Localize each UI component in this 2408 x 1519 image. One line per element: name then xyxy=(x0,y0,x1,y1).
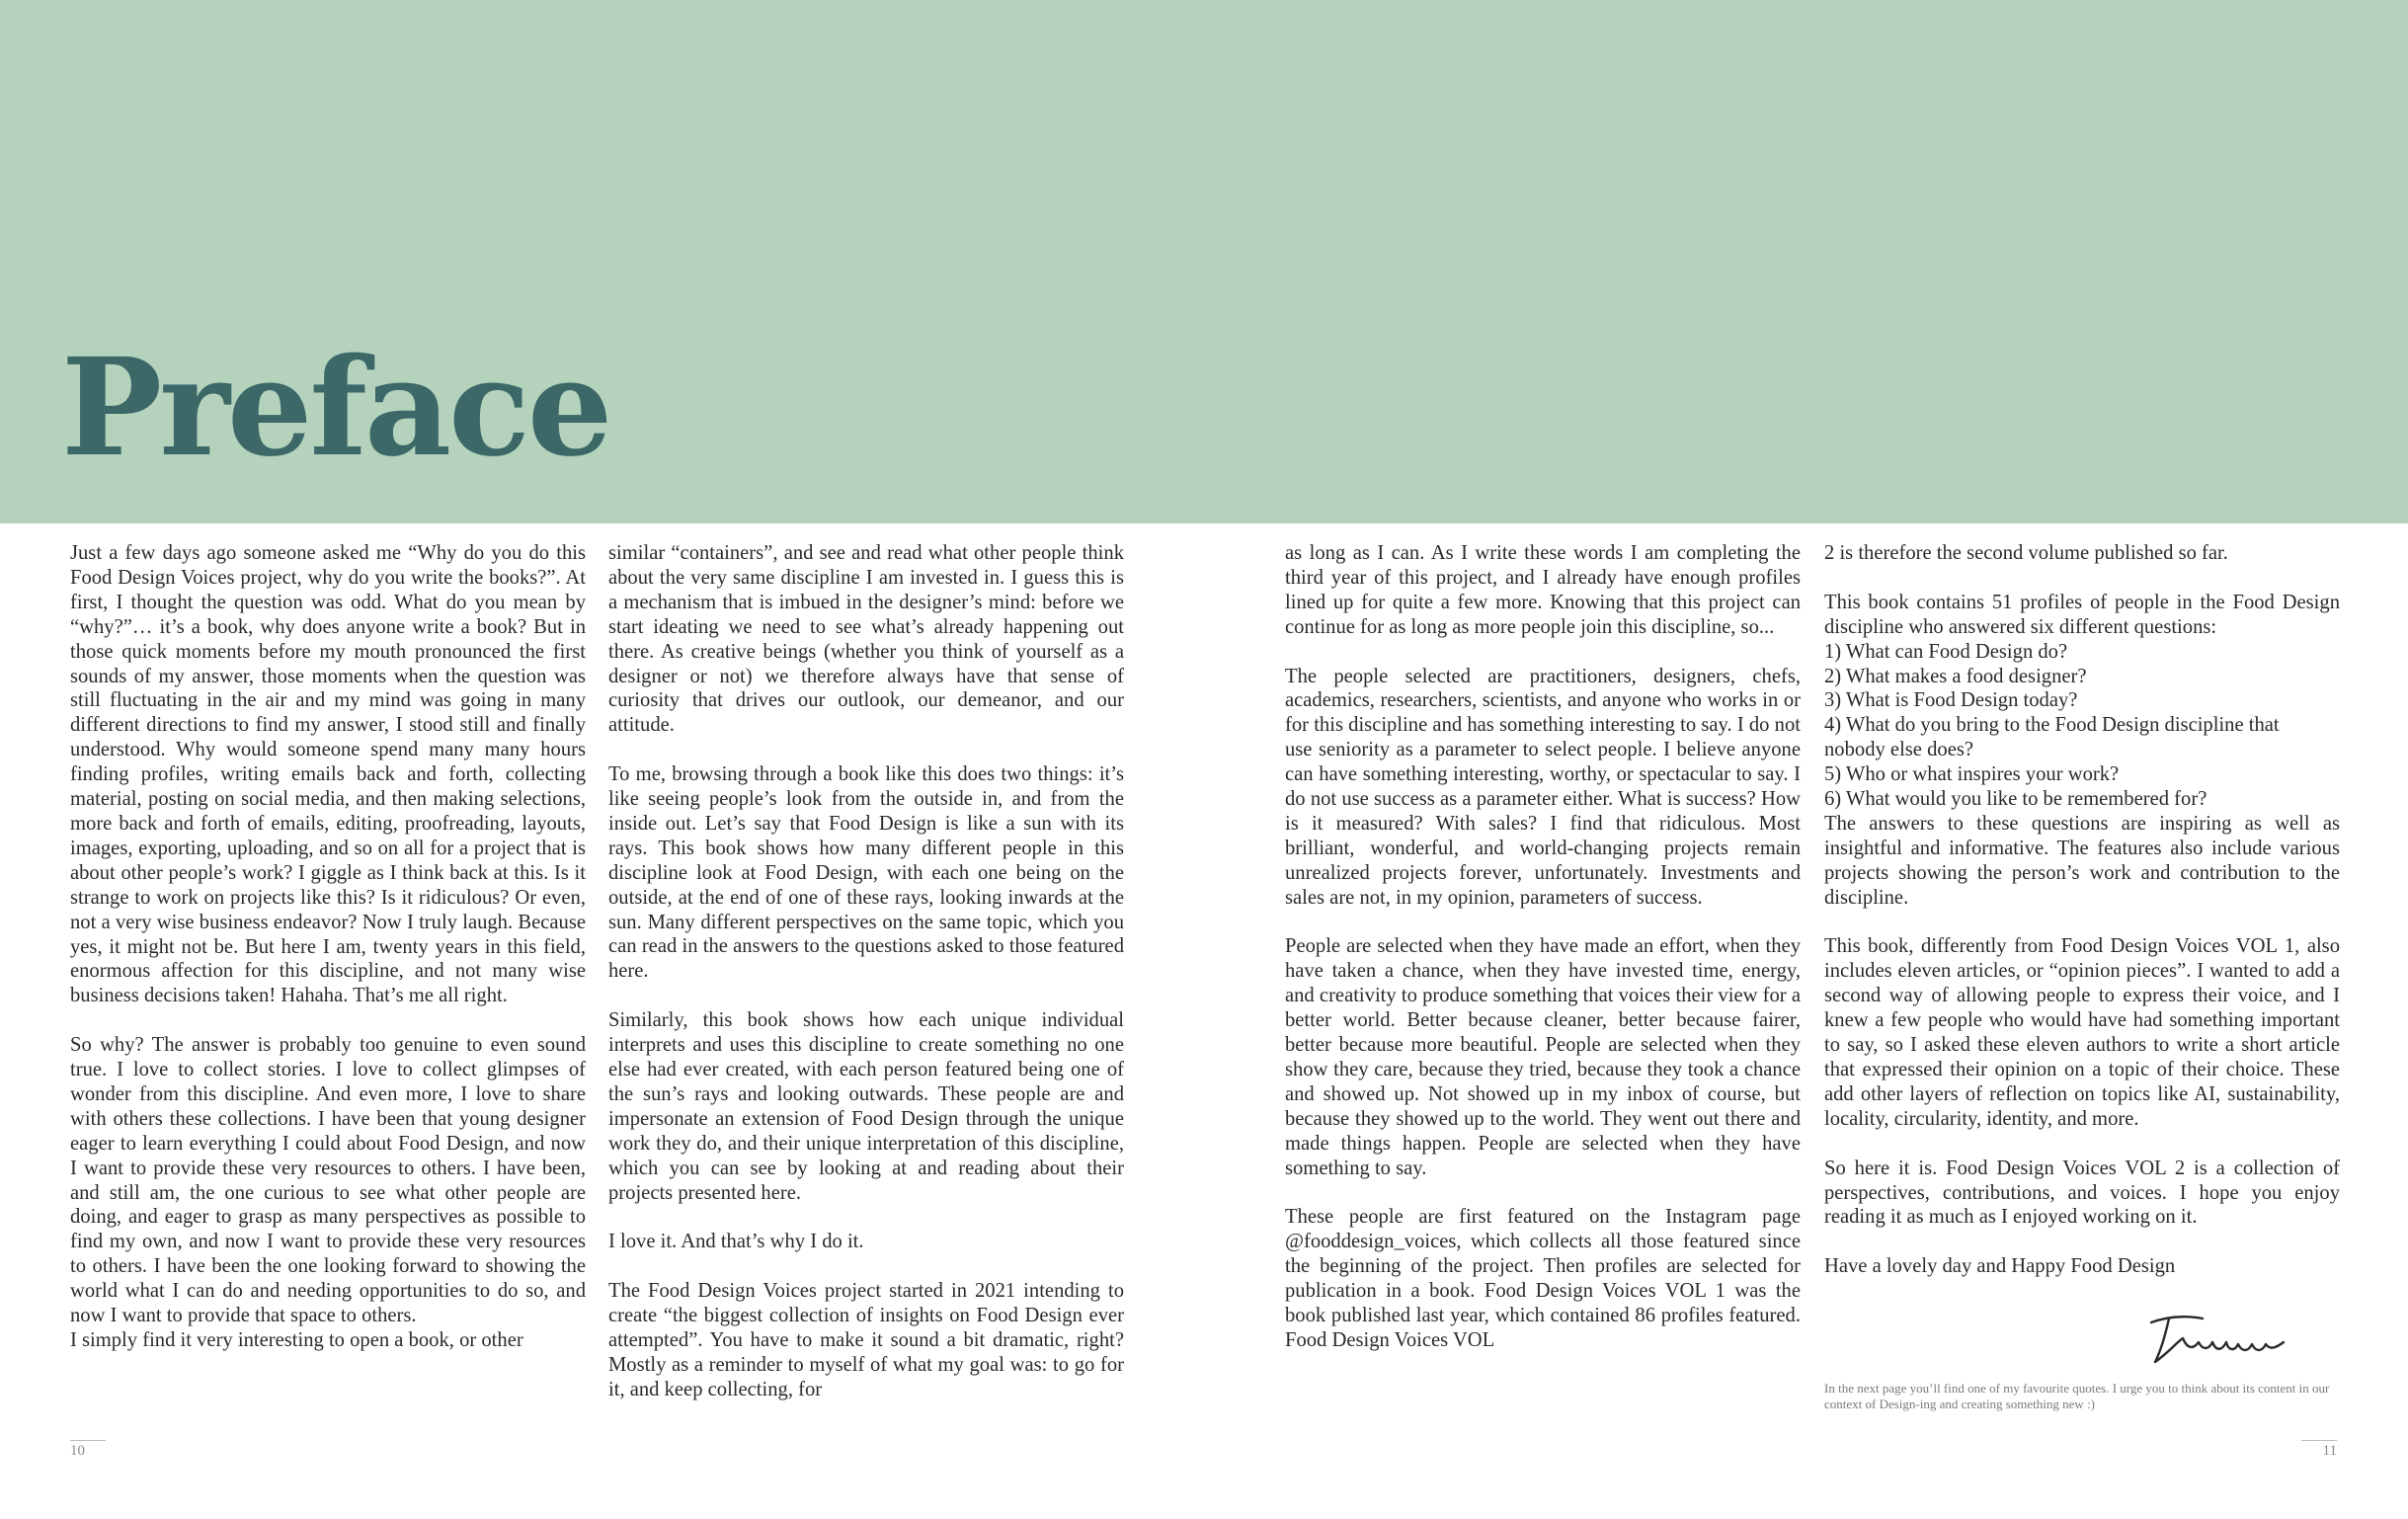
question-item: 4) What do you bring to the Food Design discipline that nobody else does? xyxy=(1824,714,2280,761)
page-number-text: 11 xyxy=(2322,1443,2337,1459)
paragraph: These people are first featured on the Instagram page @fooddesign_voices, which collects all those featured since the beginning of the project. Then profiles are selected for publication in a book. Food Design Voices VOL 1 was the book published last year, which contained 86 profiles featured. Food Design Voices VOL xyxy=(1285,1206,1801,1351)
paragraph: Just a few days ago someone asked me “Why do you do this Food Design Voices project, why do you write the books?”. At first, I thought the question was odd. What do you mean by “why?”… it’s a book, why does anyone write a book? But in those quick moments before my mouth pronounced the first sounds of my answer, those moments when the question was still fluctuating in the air and my mind was going in many different directions to find my answer, I stood still and finally understood. Why would someone spend many many hours finding profiles, writing emails back and forth, collecting material, posting on social media, and then making selections, more back and forth of emails, editing, proofreading, layouts, images, exporting, uploading, and so on all for a project that is about other people’s work? I giggle as I think back at this. Is it strange to work on projects like this? Is it ridiculous? Or even, not a very wise business endeavor? Now I truly laugh. Because yes, it might not be. But here I am, twenty years in this field, enormous affection for this discipline, and not many wise business decisions taken! Hahaha. That’s me all right. xyxy=(70,542,586,1007)
paragraph: The people selected are practitioners, designers, chefs, academics, researchers, scientists, and anyone who works in or for this discipline and has something interesting to say. I do not use seniority as a parameter to select people. I believe anyone can have something interesting, worthy, or spectacular to say. I do not use success as a parameter either. What is success? How is it measured? With sales? I find that ridiculous. Most brilliant, wonderful, and world-changing projects remain unrealized projects forever, unfortunately. Investments and sales are not, in my opinion, parameters of success. xyxy=(1285,665,1801,909)
paragraph: The answers to these questions are inspiring as well as insightful and informative. The features also include various projects showing the person’s work and contribution to the discipline. xyxy=(1824,812,2340,909)
text-column-4 xyxy=(1824,541,2340,1279)
text-column-1 xyxy=(70,541,586,1353)
text-column-2 xyxy=(608,541,1124,1402)
question-item: 2) What makes a food designer? xyxy=(1824,665,2087,687)
paragraph: The Food Design Voices project started in 2021 intending to create “the biggest collection of insights on Food Design ever attempted”. You have to make it sound a bit dramatic, right? Mostly as a reminder to myself of what my goal was: to go for it, and keep collecting, for xyxy=(608,1280,1124,1400)
text-column-3 xyxy=(1285,541,1801,1353)
paragraph: This book contains 51 profiles of people in the Food Design discipline who answered six different questions: xyxy=(1824,591,2340,638)
paragraph: I simply find it very interesting to open a book, or other xyxy=(70,1328,523,1351)
paragraph: This book, differently from Food Design Voices VOL 1, also includes eleven articles, or “opinion pieces”. I wanted to add a second way of allowing people to express their voice, and I knew a few people who would have had something important to say, so I asked these eleven authors to write a short article that expressed their opinion on a topic of their choice. These add other layers of reflection on topics like AI, sustainability, locality, circularity, identity, and more. xyxy=(1824,935,2340,1130)
paragraph: Similarly, this book shows how each unique individual interprets and uses this discipline to create something no one else had ever created, with each person featured being one of the sun’s rays and looking outwards. These people are and impersonate an extension of Food Design through the unique work they do, and their unique interpretation of this discipline, which you can see by looking at and reading about their projects presented here. xyxy=(608,1009,1124,1204)
page-title: Preface xyxy=(61,329,610,487)
handwritten-signature xyxy=(2143,1309,2291,1368)
paragraph: So why? The answer is probably too genuine to even sound true. I love to collect stories. I love to collect glimpses of wonder from this discipline. And even more, I love to share with others these collections. I have been that young designer eager to learn everything I could about Food Design, and now I want to provide these very resources to others. I have been, and still am, the one curious to see what other people are doing, and eager to grasp as many perspectives as possible to find my own, and now I want to provide these very resources to others. I have been the one looking forward to showing the world what I can do and needing opportunities to do so, and now I want to provide that space to others. xyxy=(70,1034,586,1327)
paragraph: So here it is. Food Design Voices VOL 2 is a collection of perspectives, contributions, and voices. I hope you enjoy reading it as much as I enjoyed working on it. xyxy=(1824,1157,2340,1229)
question-item: 5) Who or what inspires your work? xyxy=(1824,763,2120,786)
paragraph: People are selected when they have made an effort, when they have taken a chance, when they have invested time, energy, and creativity to produce something that voices their view for a better world. Better because cleaner, better because fairer, better because more beautiful. People are selected when they show they care, because they tried, because they took a chance and showed up. Not showed up in my inbox of course, but because they showed up to the world. They went out there and made things happen. People are selected when they have something to say. xyxy=(1285,935,1801,1179)
paragraph: To me, browsing through a book like this does two things: it’s like seeing people’s look from the outside in, and from the inside out. Let’s say that Food Design is like a sun with its rays. This book shows how many different people in this discipline look at Food Design, with each one being on the outside, at the end of one of these rays, looking inwards at the sun. Many different perspectives on the same topic, which you can read in the answers to the questions asked to those featured here. xyxy=(608,763,1124,983)
footnote: In the next page you’ll find one of my favourite quotes. I urge you to think about its content in our context of Design-ing and creating something new :) xyxy=(1824,1381,2330,1411)
sign-off: Have a lovely day and Happy Food Design xyxy=(1824,1255,2176,1278)
paragraph: as long as I can. As I write these words I am completing the third year of this project, and I already have enough profiles lined up for quite a few more. Knowing that this project can continue for as long as more people join this discipline, so... xyxy=(1285,542,1801,638)
page-number-left xyxy=(70,1440,106,1460)
paragraph: 2 is therefore the second volume published so far. xyxy=(1824,542,2228,564)
page-number-right xyxy=(2301,1440,2337,1460)
question-item: 6) What would you like to be remembered for? xyxy=(1824,788,2207,811)
paragraph: similar “containers”, and see and read what other people think about the very same discipline I am invested in. I guess this is a mechanism that is imbued in the designer’s mind: before we start ideating we need to see what’s already happening out there. As creative beings (whether you think of yourself as a designer or not) we therefore always have that sense of curiosity that drives our outlook, our demeanor, and our attitude. xyxy=(608,542,1124,737)
question-item: 1) What can Food Design do? xyxy=(1824,640,2068,663)
question-item: 3) What is Food Design today? xyxy=(1824,689,2078,712)
paragraph: I love it. And that’s why I do it. xyxy=(608,1231,864,1253)
page-number-text: 10 xyxy=(70,1443,85,1459)
